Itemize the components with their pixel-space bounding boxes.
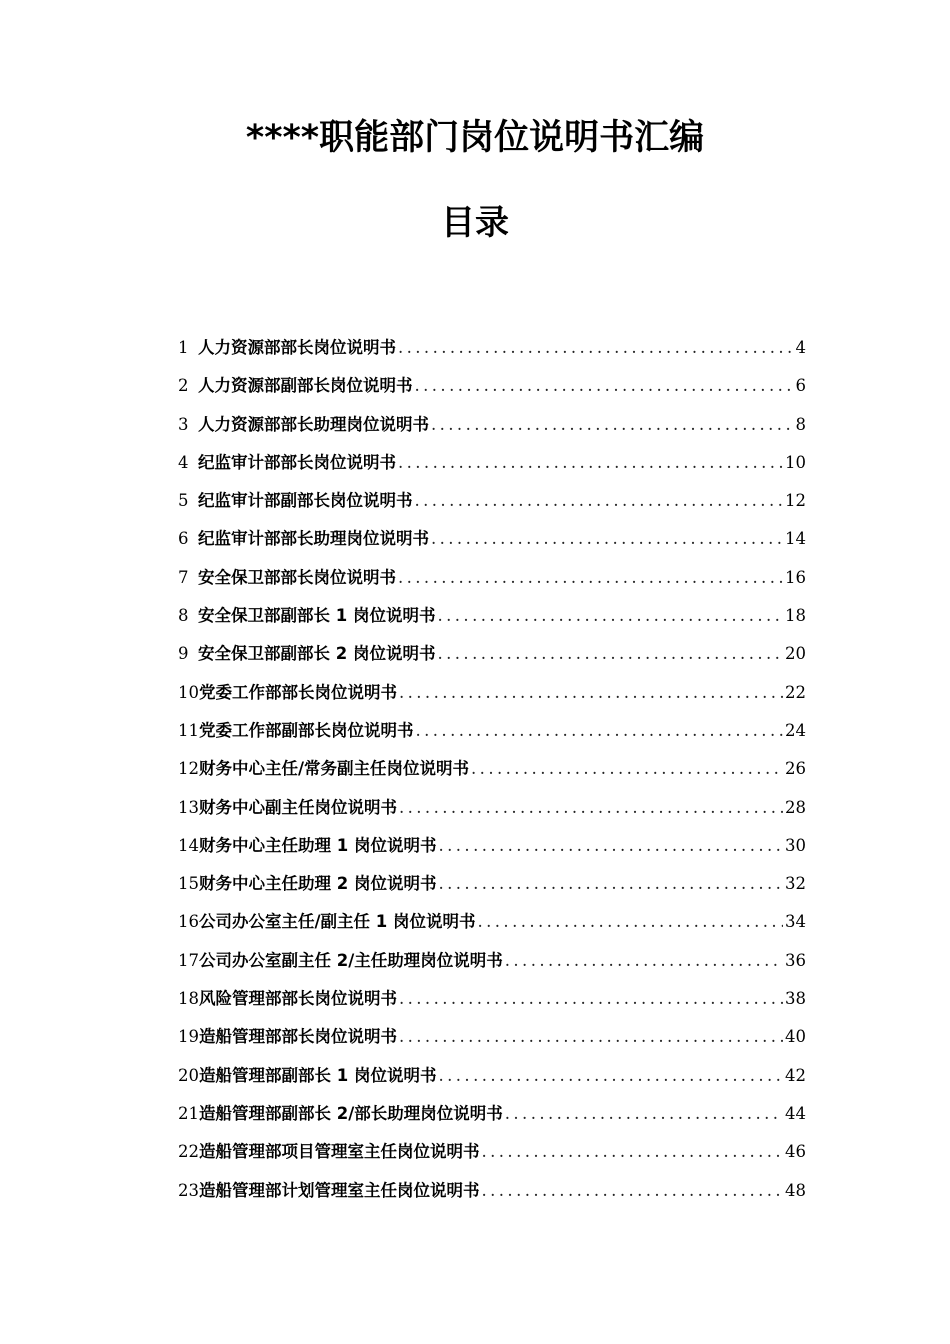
toc-dot-leader [505,947,783,975]
toc-entry-page: 38 [785,989,806,1009]
toc-entry[interactable] [178,908,806,946]
toc-entry-page: 6 [795,376,806,396]
toc-dot-leader [431,411,794,439]
toc-entry-title: 造船管理部项目管理室主任岗位说明书 [199,1142,480,1162]
toc-entry-page: 16 [785,567,806,587]
toc-entry-number: 16 [178,912,199,932]
toc-heading: 目录 [441,203,509,243]
toc-entry-title: 人力资源部部长助理岗位说明书 [198,414,429,434]
toc-entry-number: 21 [178,1103,199,1123]
toc-entry-page: 30 [785,835,806,855]
toc-entry-page: 22 [785,682,806,702]
toc-dot-leader [398,449,783,477]
toc-dot-leader [482,1177,784,1205]
toc-dot-leader [482,1138,784,1166]
toc-entry-number: 8 [178,606,189,626]
toc-entry-number: 2 [178,376,189,396]
toc-entry[interactable] [178,794,806,832]
toc-entry-number: 13 [178,797,199,817]
toc-entry-page: 18 [785,606,806,626]
toc-entry-page: 36 [785,950,806,970]
toc-entry-number: 22 [178,1142,199,1162]
toc-entry-title: 纪监审计部副部长岗位说明书 [198,491,413,511]
toc-dot-leader [415,487,784,515]
toc-entry-page: 10 [785,452,806,472]
toc-entry-title: 财务中心主任助理 1 岗位说明书 [199,835,437,855]
toc-entry-number: 17 [178,950,199,970]
toc-dot-leader [416,717,784,745]
toc-entry-title: 人力资源部副部长岗位说明书 [198,376,413,396]
toc-entry-number: 4 [178,452,189,472]
toc-entry-page: 8 [795,414,806,434]
toc-entry-page: 12 [785,491,806,511]
toc-entry-title: 公司办公室主任/副主任 1 岗位说明书 [199,912,476,932]
toc-dot-leader [437,640,783,668]
toc-entry-page: 28 [785,797,806,817]
toc-dot-leader [398,334,794,362]
toc-entry[interactable] [178,1177,806,1215]
toc-dot-leader [431,525,783,553]
toc-entry-page: 42 [785,1065,806,1085]
toc-entry[interactable] [178,411,806,449]
toc-entry[interactable] [178,832,806,870]
toc-dot-leader [399,1023,783,1051]
toc-entry[interactable] [178,640,806,678]
document-title: ****职能部门岗位说明书汇编 [245,118,705,158]
toc-dot-leader [438,1062,783,1090]
toc-entry-title: 造船管理部部长岗位说明书 [199,1027,397,1047]
toc-entry[interactable] [178,679,806,717]
toc-dot-leader [438,832,783,860]
toc-entry-page: 40 [785,1027,806,1047]
toc-dot-leader [505,1100,783,1128]
toc-entry-number: 3 [178,414,189,434]
toc-entry-title: 党委工作部部长岗位说明书 [199,682,397,702]
toc-entry-page: 48 [785,1180,806,1200]
toc-dot-leader [398,564,783,592]
toc-entry-number: 5 [178,491,189,511]
toc-entry-number: 18 [178,989,199,1009]
toc-entry[interactable] [178,564,806,602]
toc-entry-page: 14 [785,529,806,549]
toc-entry[interactable] [178,870,806,908]
toc-entry-page: 46 [785,1142,806,1162]
toc-entry-title: 纪监审计部部长助理岗位说明书 [198,529,429,549]
toc-entry-number: 1 [178,338,189,357]
toc-entry-title: 造船管理部计划管理室主任岗位说明书 [199,1180,480,1200]
toc-dot-leader [399,679,783,707]
toc-entry-number: 11 [178,720,199,740]
table-of-contents [178,334,806,1215]
toc-entry-page: 26 [785,759,806,779]
toc-entry[interactable] [178,372,806,410]
toc-entry[interactable] [178,487,806,525]
toc-entry[interactable] [178,947,806,985]
toc-entry-page: 20 [785,644,806,664]
toc-entry[interactable] [178,717,806,755]
toc-entry-page: 32 [785,874,806,894]
toc-entry-number: 23 [178,1180,199,1200]
toc-entry-title: 纪监审计部部长岗位说明书 [198,452,396,472]
toc-entry[interactable] [178,755,806,793]
toc-entry-title: 造船管理部副部长 1 岗位说明书 [199,1065,437,1085]
toc-entry-title: 财务中心副主任岗位说明书 [199,797,397,817]
toc-entry-number: 12 [178,759,199,779]
toc-entry-title: 造船管理部副部长 2/部长助理岗位说明书 [199,1103,503,1123]
toc-entry-title: 党委工作部副部长岗位说明书 [199,720,414,740]
toc-entry-page: 34 [785,912,806,932]
toc-entry-title: 财务中心主任/常务副主任岗位说明书 [199,759,470,779]
toc-entry-number: 6 [178,529,189,549]
toc-entry-number: 9 [178,644,189,664]
toc-entry[interactable] [178,1100,806,1138]
toc-entry[interactable] [178,1023,806,1061]
toc-entry-number: 19 [178,1027,199,1047]
toc-entry-page: 24 [785,720,806,740]
toc-dot-leader [471,755,783,783]
toc-dot-leader [415,372,794,400]
toc-entry[interactable] [178,1138,806,1176]
toc-entry-title: 安全保卫部副部长 1 岗位说明书 [198,606,436,626]
toc-dot-leader [399,985,783,1013]
toc-entry[interactable] [178,525,806,563]
toc-entry-title: 风险管理部部长岗位说明书 [199,989,397,1009]
toc-dot-leader [478,908,784,936]
toc-entry-number: 20 [178,1065,199,1085]
toc-dot-leader [399,794,783,822]
toc-dot-leader [438,870,783,898]
toc-entry-number: 7 [178,567,189,587]
toc-entry[interactable] [178,334,806,372]
toc-entry-number: 15 [178,874,199,894]
toc-entry-title: 人力资源部部长岗位说明书 [198,338,396,357]
toc-entry-number: 14 [178,835,199,855]
toc-entry-number: 10 [178,682,199,702]
toc-entry[interactable] [178,449,806,487]
toc-entry[interactable] [178,602,806,640]
toc-entry-page: 4 [795,338,806,357]
toc-entry-page: 44 [785,1103,806,1123]
toc-entry-title: 安全保卫部副部长 2 岗位说明书 [198,644,436,664]
toc-entry[interactable] [178,1062,806,1100]
toc-dot-leader [437,602,783,630]
toc-entry-title: 安全保卫部部长岗位说明书 [198,567,396,587]
toc-entry-title: 公司办公室副主任 2/主任助理岗位说明书 [199,950,503,970]
toc-entry-title: 财务中心主任助理 2 岗位说明书 [199,874,437,894]
toc-entry[interactable] [178,985,806,1023]
